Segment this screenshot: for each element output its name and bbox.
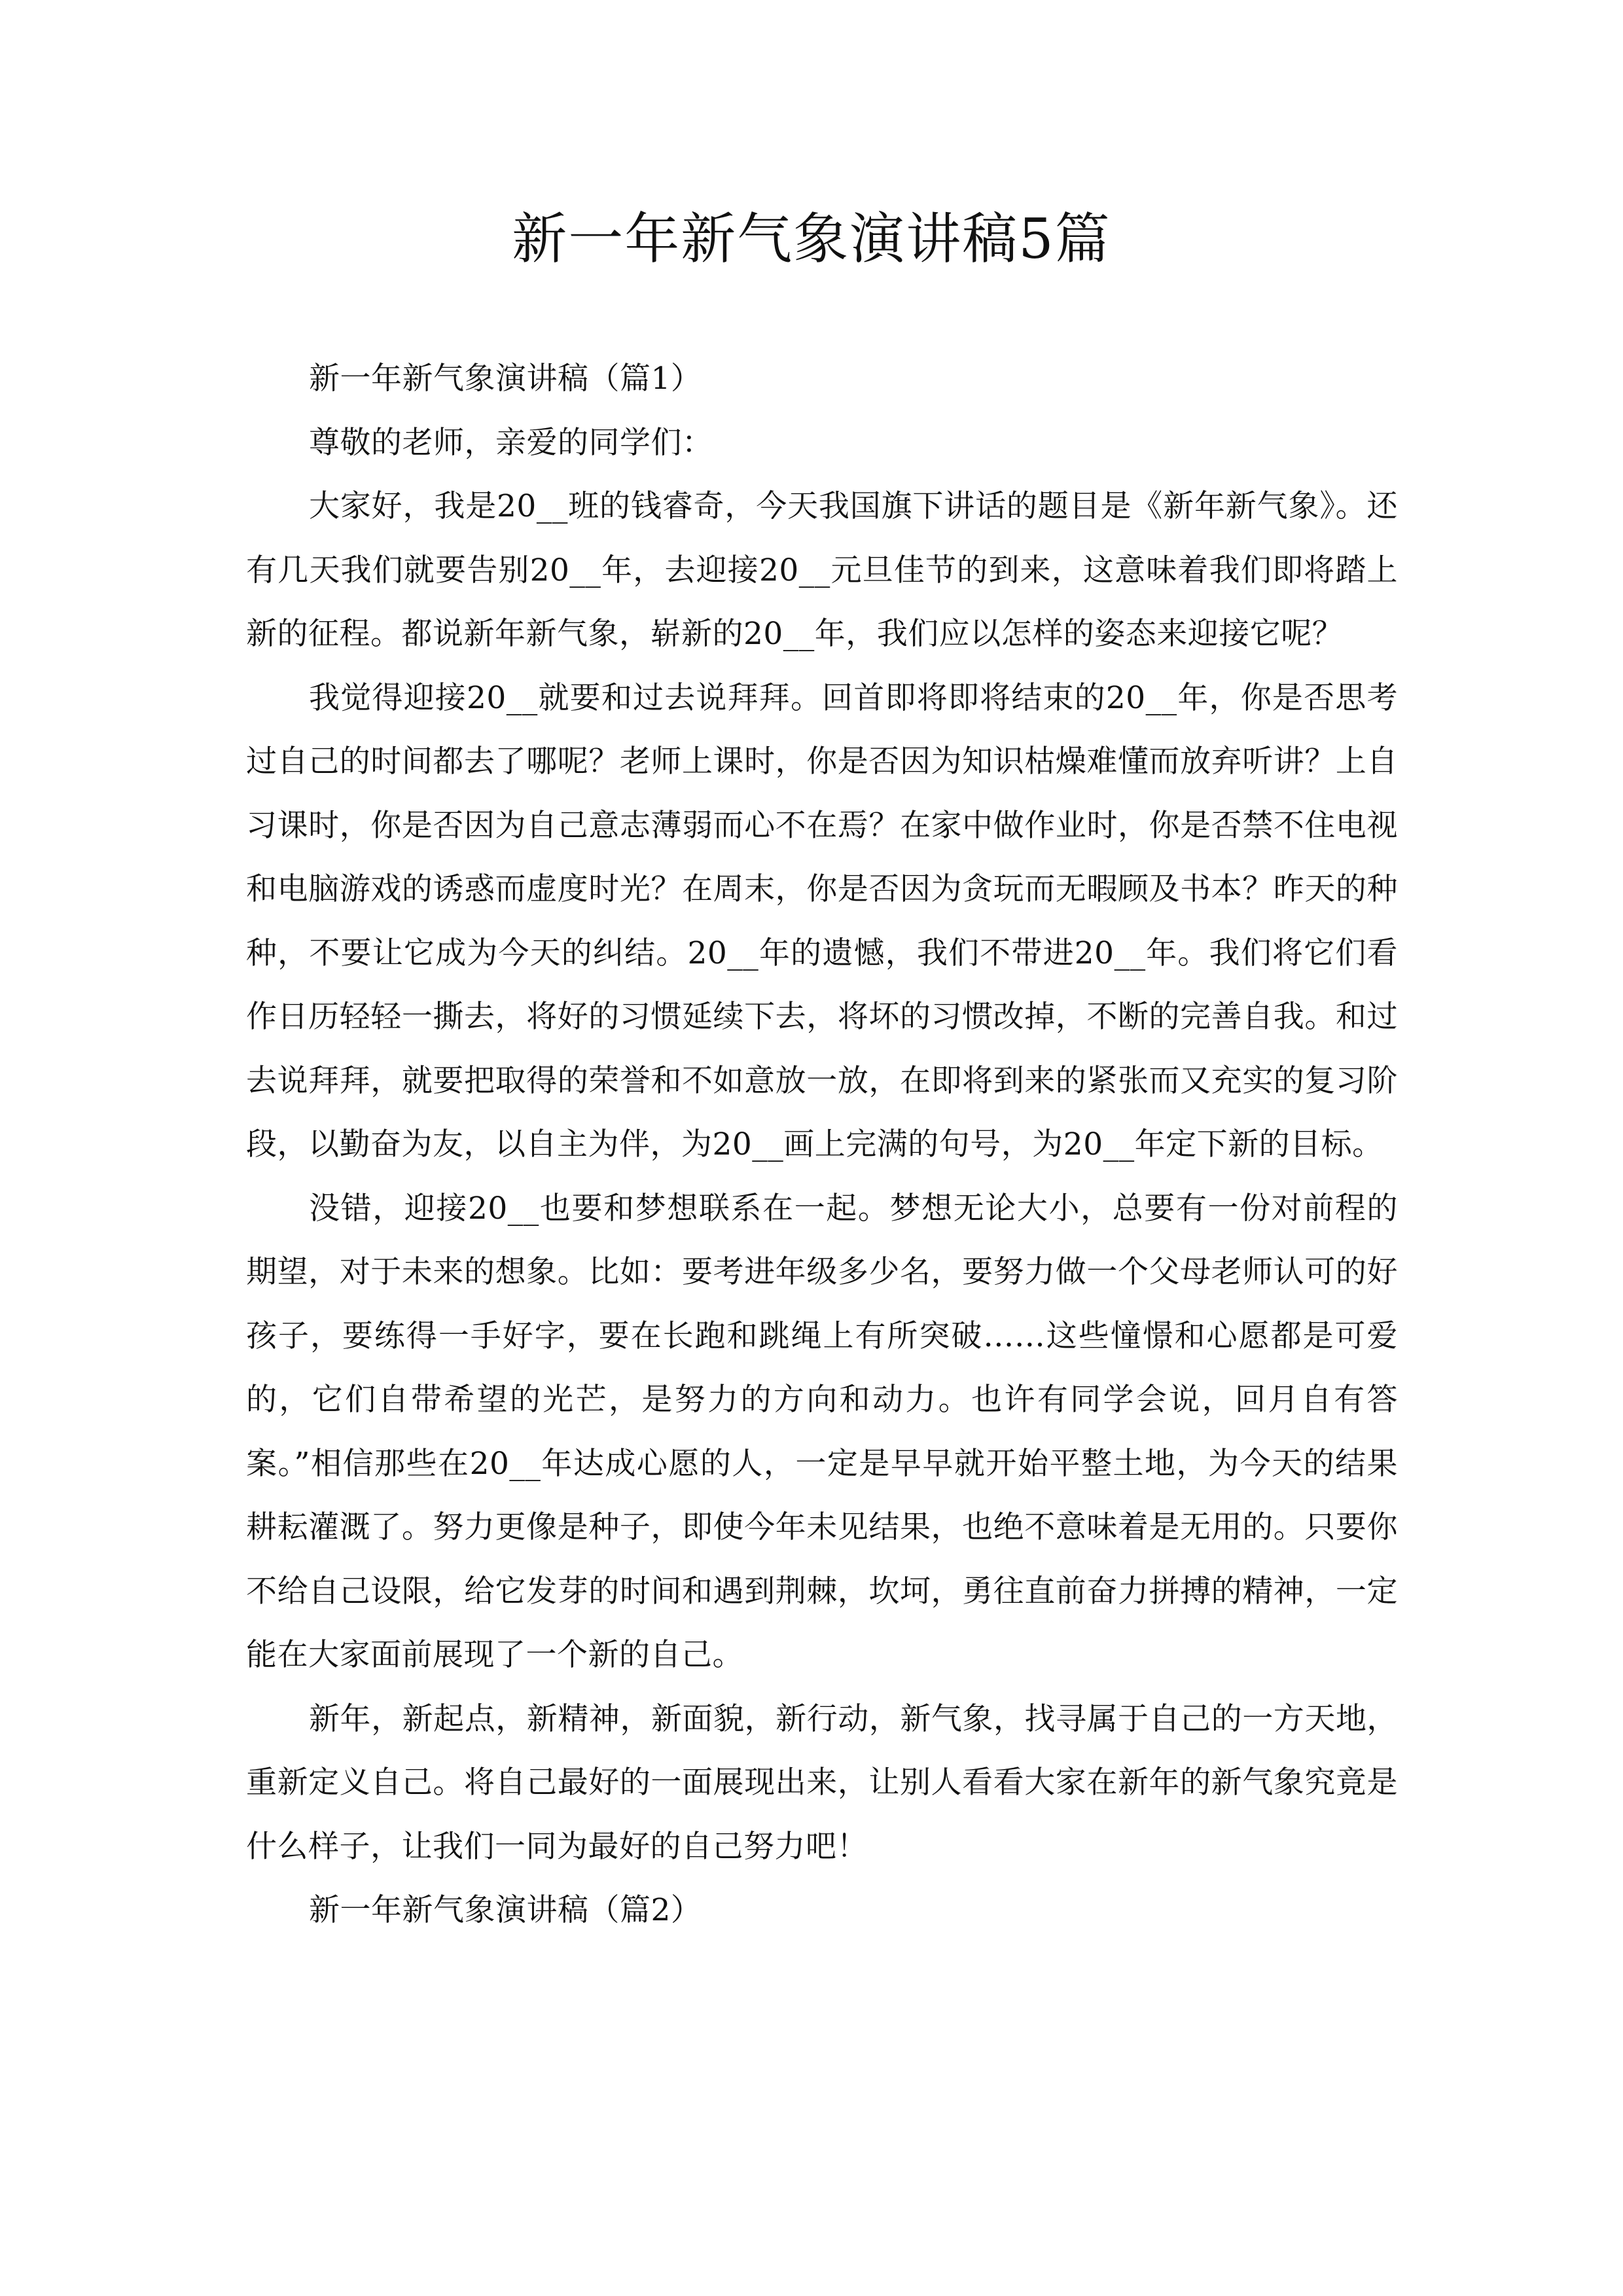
salutation: 尊敬的老师，亲爱的同学们： (309, 424, 713, 461)
paragraph-closing: 新年，新起点，新精神，新面貌，新行动，新气象，找寻属于自己的一方天地，重新定义自己。将自己最好的一面展现出来，让别人看看大家在新年的新气象究竟是什么样子，让我们一同为最好的自己努力吧！ (246, 1700, 1398, 1865)
paragraph-dreams: 没错，迎接20__也要和梦想联系在一起。梦想无论大小，总要有一份对前程的期望，对于未来的想象。比如：要考进年级多少名，要努力做一个父母老师认可的好孩子，要练得一手好字，要在长跑和跳绳上有所突破……这些憧憬和心愿都是可爱的，它们自带希望的光芒，是努力的方向和动力。也许有同学会说，回月自有答案。”相信那些在20__年达成心愿的人，一定是早早就开始平整土地，为今天的结果耕耘灌溉了。努力更像是种子，即使今年未见结果，也绝不意味着是无用的。只要你不给自己设限，给它发芽的时间和遇到荆棘，坎坷，勇往直前奋力拼搏的精神，一定能在大家面前展现了一个新的自己。 (246, 1190, 1398, 1673)
document-body (246, 347, 1398, 1943)
section-heading-2: 新一年新气象演讲稿（篇2） (309, 1892, 702, 1928)
paragraph-intro: 大家好，我是20__班的钱睿奇，今天我国旗下讲话的题目是《新年新气象》。还有几天我们就要告别20__年，去迎接20__元旦佳节的到来，这意味着我们即将踏上新的征程。都说新年新气象，崭新的20__年，我们应以怎样的姿态来迎接它呢？ (246, 488, 1398, 652)
paragraph-farewell-past: 我觉得迎接20__就要和过去说拜拜。回首即将即将结束的20__年，你是否思考过自己的时间都去了哪呢？老师上课时，你是否因为知识枯燥难懂而放弃听讲？上自习课时，你是否因为自己意志薄弱而心不在焉？在家中做作业时，你是否禁不住电视和电脑游戏的诱惑而虚度时光？在周末，你是否因为贪玩而无暇顾及书本？昨天的种种，不要让它成为今天的纠结。20__年的遗憾，我们不带进20__年。我们将它们看作日历轻轻一撕去，将好的习惯延续下去，将坏的习惯改掉，不断的完善自我。和过去说拜拜，就要把取得的荣誉和不如意放一放，在即将到来的紧张而又充实的复习阶段，以勤奋为友，以自主为伴，为20__画上完满的句号，为20__年定下新的目标。 (246, 679, 1399, 1162)
document-title: 新一年新气象演讲稿5篇 (512, 207, 1111, 271)
section-heading-1: 新一年新气象演讲稿（篇1） (309, 361, 702, 397)
